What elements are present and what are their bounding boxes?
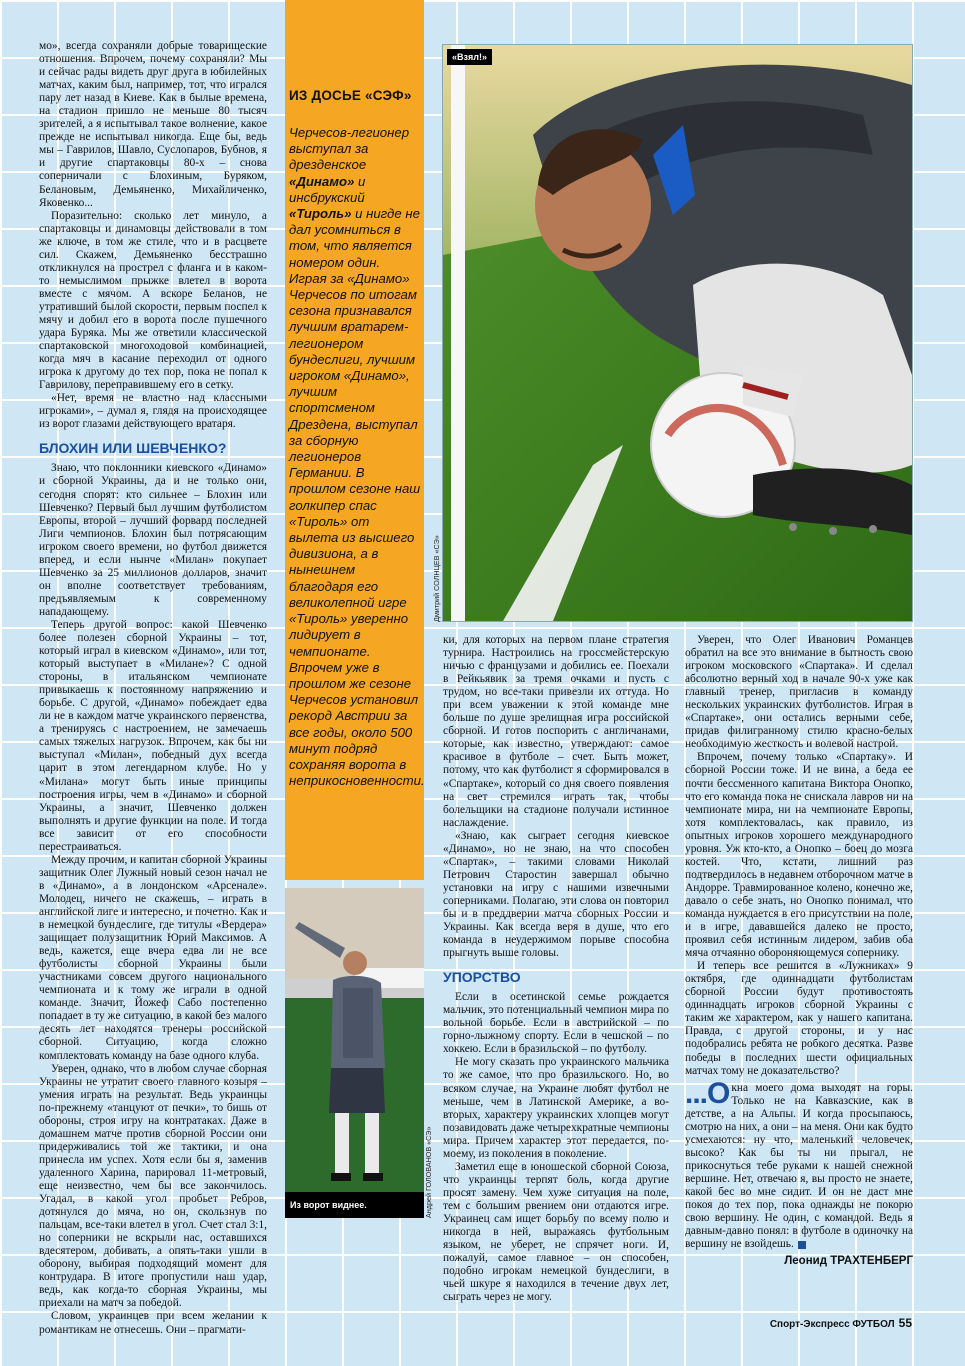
paragraph: Если в осетинской семье рождается мальчик, это потенциальный чемпион мира по вольной борьбе. Если в австрийской – по горно-лыжному спорту. Если в чешской – по хоккею. Если в бразильской – по футболу. [443, 991, 669, 1056]
goalkeeper-illustration [443, 45, 912, 621]
article-column-4 [685, 634, 913, 1268]
photo-credit: Андрей ГОЛОВАНОВ «СЭ» [424, 1126, 433, 1218]
paragraph: «Знаю, как сыграет сегодня киевское «Динамо», но не знаю, на что способен «Спартак», – такими словами Николай Петрович Старостин завершал обычно установки на игру с нашими извечными соперниками. Полагаю, эти слова он повторил бы и в преддверии матча сборных России и Украины. Как всегда веря в душе, что его команда в неудержимом порыве способна прыгнуть выше головы. [443, 829, 669, 960]
paragraph: ки, для которых на первом плане стратегия турнира. Настроились на гроссмейстерскую ничью с французами и добились ее. Поехали в Рейкьявик за тремя очками и пусть с трудом, но все-таки привезли их оттуда. Но при всем уважении к этой команде мне больше по душе зрелищная игра российской сборной. И готов поспорить с англичанами, которые, как известно, утверждают: самое красивое в футболе – счет. Быть может, потому, что как футболист я сформировался в «Спартаке», который со дня своего появления на свет стремился играть так, чтобы болельщики на стадионе получали истинное наслаждение. [443, 634, 669, 829]
dossier-sidebar [289, 88, 425, 789]
dossier-title: ИЗ ДОСЬЕ «СЭФ» [289, 88, 412, 103]
section-heading: УПОРСТВО [443, 969, 521, 986]
drop-cap: ...О [685, 1076, 730, 1110]
paragraph: Уверен, что Олег Иванович Романцев обратил на все это внимание в бытность свою игроком московского «Спартака». И сделал абсолютно верный ход в начале 90-х уже как главный тренер, пригласив в команду нескольких украинских футболистов. Играя в «Спартаке», они остались верными себе, придав филигранному стилю красно-белых необходимую жесткость и волевой настрой. [685, 634, 913, 751]
page-footer [690, 1316, 912, 1330]
paragraph: Между прочим, и капитан сборной Украины защитник Олег Лужный новый сезон начал не в «Динамо», а в лондонском «Арсенале». Молодец, ничего не скажешь, – играть в английской лиге и интересно, и почетно. Как и в немецкой бундеслиге, где титулы «Вердера» защищает полузащитник Юрий Максимов. А ведь, кажется, еще вчера едва ли не все футболисты сборной Украины были участниками совсем другого национального чемпионата и к тому же играли в одной команде. Значит, Йожеф Сабо постепенно попадает в ту же ситуацию, в какой без малого десять лет находятся тренеры российской сборной. Ситуацию, когда сложно комплектовать команду на базе одного клуба. [39, 853, 267, 1062]
paragraph: Словом, украинцев при всем желании к романтикам не отнесешь. Они – прагмати- [39, 1310, 267, 1336]
paragraph: Впрочем, почему только «Спартаку». И сборной России тоже. И не вина, а беда ее почти бессменного капитана Виктора Онопко, что его команда пока не снискала лавров ни на чемпионате мира, ни на чемпионате Европы, хотя комплектовалась, как правило, из опытных игроков хорошего международного уровня. Уж кто-кто, а Онопко – боец до мозга костей. Что, кстати, лишний раз подтвердилось в недавнем отборочном матче в Андорре. Травмированное колено, конечно же, давало о себе знать, но Онопко понимал, что команда нуждается в его присутствии на поле, и в игре, дававшейся далеко не просто, проявил себя истинным лидером, забив оба мяча отчаянно обороняющемуся сопернику. [685, 751, 913, 960]
article-column-3 [443, 634, 669, 1304]
paragraph: «Нет, время не властно над классными игроками», – думал я, глядя на происходящее из ворот глазами действующего вратаря. [39, 392, 267, 431]
paragraph: Не могу сказать про украинского мальчика то же самое, что про бразильского. Но, во всяком случае, на Украине любят футбол не меньше, чем в Латинской Америке, а во-вторых, характеру украинских хлопцев могут позавидовать даже четырехкратные чемпионы мира. Причем характер этот передается, по-моему, из поколения в поколение. [443, 1056, 669, 1160]
goalkeeper-small-photo [285, 888, 424, 1218]
goalkeeper-photo [442, 44, 913, 622]
paragraph: ...О кна моего дома выходят на горы. Только не на Кавказские, как в детстве, а на Альпы. И когда просыпаюсь, смотрю на них, а они – на меня. Они как будто усмехаются: ну что, маленький человечек, высоко? Как бы ты ни прыгал, не прикоснуться тебе руками к нашей снежной вершине. Нет, отвечаю я, вы просто не знаете, какой бес во мне сидит. И он не даст мне покоя до тех пор, пока однажды не покорю свою вершину. Не один, с командой. Ведь я давным-давно понял: в футболе в одиночку на вершину не взойдешь. [685, 1076, 913, 1251]
photo-credit: Дмитрий СОЛНЦЕВ «СЭ» [432, 535, 441, 622]
section-heading: БЛОХИН ИЛИ ШЕВЧЕНКО? [39, 440, 227, 457]
page-number: 55 [898, 1316, 912, 1330]
photo-badge: «Взял!» [447, 49, 492, 65]
article-column-1 [39, 40, 267, 1337]
goalkeeper-pointing-illustration [285, 888, 424, 1218]
paragraph: мо», всегда сохраняли добрые товарищеские отношения. Впрочем, почему сохраняли? Мы и сейчас рады видеть друг друга в юбилейных матчах, каким был, например, тот, что игрался пару лет назад в Киеве. Как в былые времена, на стадион пришло не меньше 80 тысяч зрителей, а я испытывал такое волнение, какое прежде не испытывал никогда. Еще бы, ведь мы – Гаврилов, Шавло, Суслопаров, Бубнов, я и другие спартаковцы 80-х – снова соперничали с Блохиным, Буряком, Белановым, Демьяненко, Михайличенко, Яковенко... [39, 40, 267, 209]
paragraph: Теперь другой вопрос: какой Шевченко более полезен сборной Украины – тот, который играл в киевском «Динамо», или тот, который выступает в «Милане»? С одной стороны, в итальянском чемпионате привыкаешь к постоянному напряжению и борьбе. С другой, «Динамо» побеждает едва ли не в каждом матче украинского первенства, а тренируясь с настроением, не замечаешь самых тяжелых нагрузок. Впрочем, как бы ни выступал «Милан», победный дух всегда царит в этом легендарном клубе. Но у «Милана» могут быть иные принципы построения игры, чем в «Динамо» и сборной Украины, а значит, Шевченко должен выполнять и другие функции на поле. И тогда все зависит от его способности перестраиваться. [39, 618, 267, 853]
paragraph: Заметил еще в юношеской сборной Союза, что украинцы терпят боль, когда другие просят замену. Чем хуже ситуация на поле, тем с большим рвением они отдаются игре. Украинец сам ищет борьбу по всему полю и никогда в ней, выражаясь футбольным языком, не уберет, не спрячет ноги. И, пожалуй, самое главное – он способен, подобно игрокам немецкой бундеслиги, в чьей шкуре я находился в течение двух лет, сыграть через не могу. [443, 1160, 669, 1304]
paragraph: Поразительно: сколько лет минуло, а спартаковцы и динамовцы действовали в том же ключе, в том же стиле, что и в расцвете сил. Скажем, Демьяненко бесстрашно откликнулся на прострел с фланга и в каком-то немыслимом прыжке влетел в ворота вместе с мячом. А вскоре Беланов, не утративший былой скорости, первым поспел к мячу и добил его в ворота после пушечного удара Буряка. Мы же ответили классической спартаковской многоходовой комбинацией, когда мяч в касание переходил от одного игрока к другому до тех пор, пока не попал к Гаврилову, переправившему его в сетку. [39, 209, 267, 392]
end-mark-icon [798, 1241, 806, 1249]
paragraph: Уверен, однако, что в любом случае сборная Украины не утратит своего главного козыря – умения играть на результат. Ведь украинцы по-прежнему «танцуют от печки», то бишь от обороны, строя игру на контратаках. Даже в домашнем матче против сборной России они придерживались той же тактики, и она принесла им успех. Хотя если бы я, заменив удаленного Харина, парировал 11-метровый, еще неизвестно, чем бы все закончилось. Угадал, в какой угол пробьет Ребров, дотянулся до мяча, но он, скользнув по пальцам, все-таки влетел в угол. Счет стал 3:1, но соперники не вскрыли нас, оставшихся вдесятером, добивать, а опять-таки ушли в оборону, выбирая подходящий момент для контрудара. В итоге пропустили наш удар, ведь, как когда-то сборная Украины, мы приехали на матч за победой. [39, 1062, 267, 1310]
paragraph: Знаю, что поклонники киевского «Динамо» и сборной Украины, да и не только они, сегодня спорят: кто сильнее – Блохин или Шевченко? Первый был лучшим футболистом Европы, второй – лучший форвард последней Лиги чемпионов. Блохин был потрясающим игроком своего времени, но футбол движется вперед, и если нынче «Милан» покупает Шевченко за 25 миллионов долларов, значит он вполне соответствует требованиям, предъявляемым к современному нападающему. [39, 462, 267, 618]
magazine-name: Спорт-Экспресс ФУТБОЛ [769, 1319, 895, 1330]
author-signature: Леонид ТРАХТЕНБЕРГ [784, 1255, 913, 1268]
dossier-text: Черчесов-легионер выступал за дрезденское «Динамо» и инсбрукский «Тироль» и нигде не дал усомниться в том, что является номером один. Играя за «Динамо» Черчесов по итогам сезона признавался лучшим вратарем-легионером бундеслиги, лучшим игроком «Динамо», лучшим спортсменом Дрездена, выступал за сборную легионеров Германии. В прошлом сезоне наш голкипер спас «Тироль» от вылета из высшего дивизиона, а в нынешнем благодаря его великолепной игре «Тироль» уверенно лидирует в чемпионате. Впрочем уже в прошлом же сезоне Черчесов установил рекорд Австрии за все годы, около 500 минут подряд сохраняя ворота в неприкосновенности. [289, 125, 425, 789]
paragraph: И теперь все решится в «Лужниках» 9 октября, где одиннадцати футболистам сборной России будут противостоять одиннадцать игроков сборной Украины с таким же характером, как у нашего капитана. Правда, с другой стороны, и у нас подобрались ребята не робкого десятка. Разве победы в последних шести официальных матчах тому не доказательство? [685, 960, 913, 1077]
photo-caption: Из ворот виднее. [285, 1192, 424, 1218]
